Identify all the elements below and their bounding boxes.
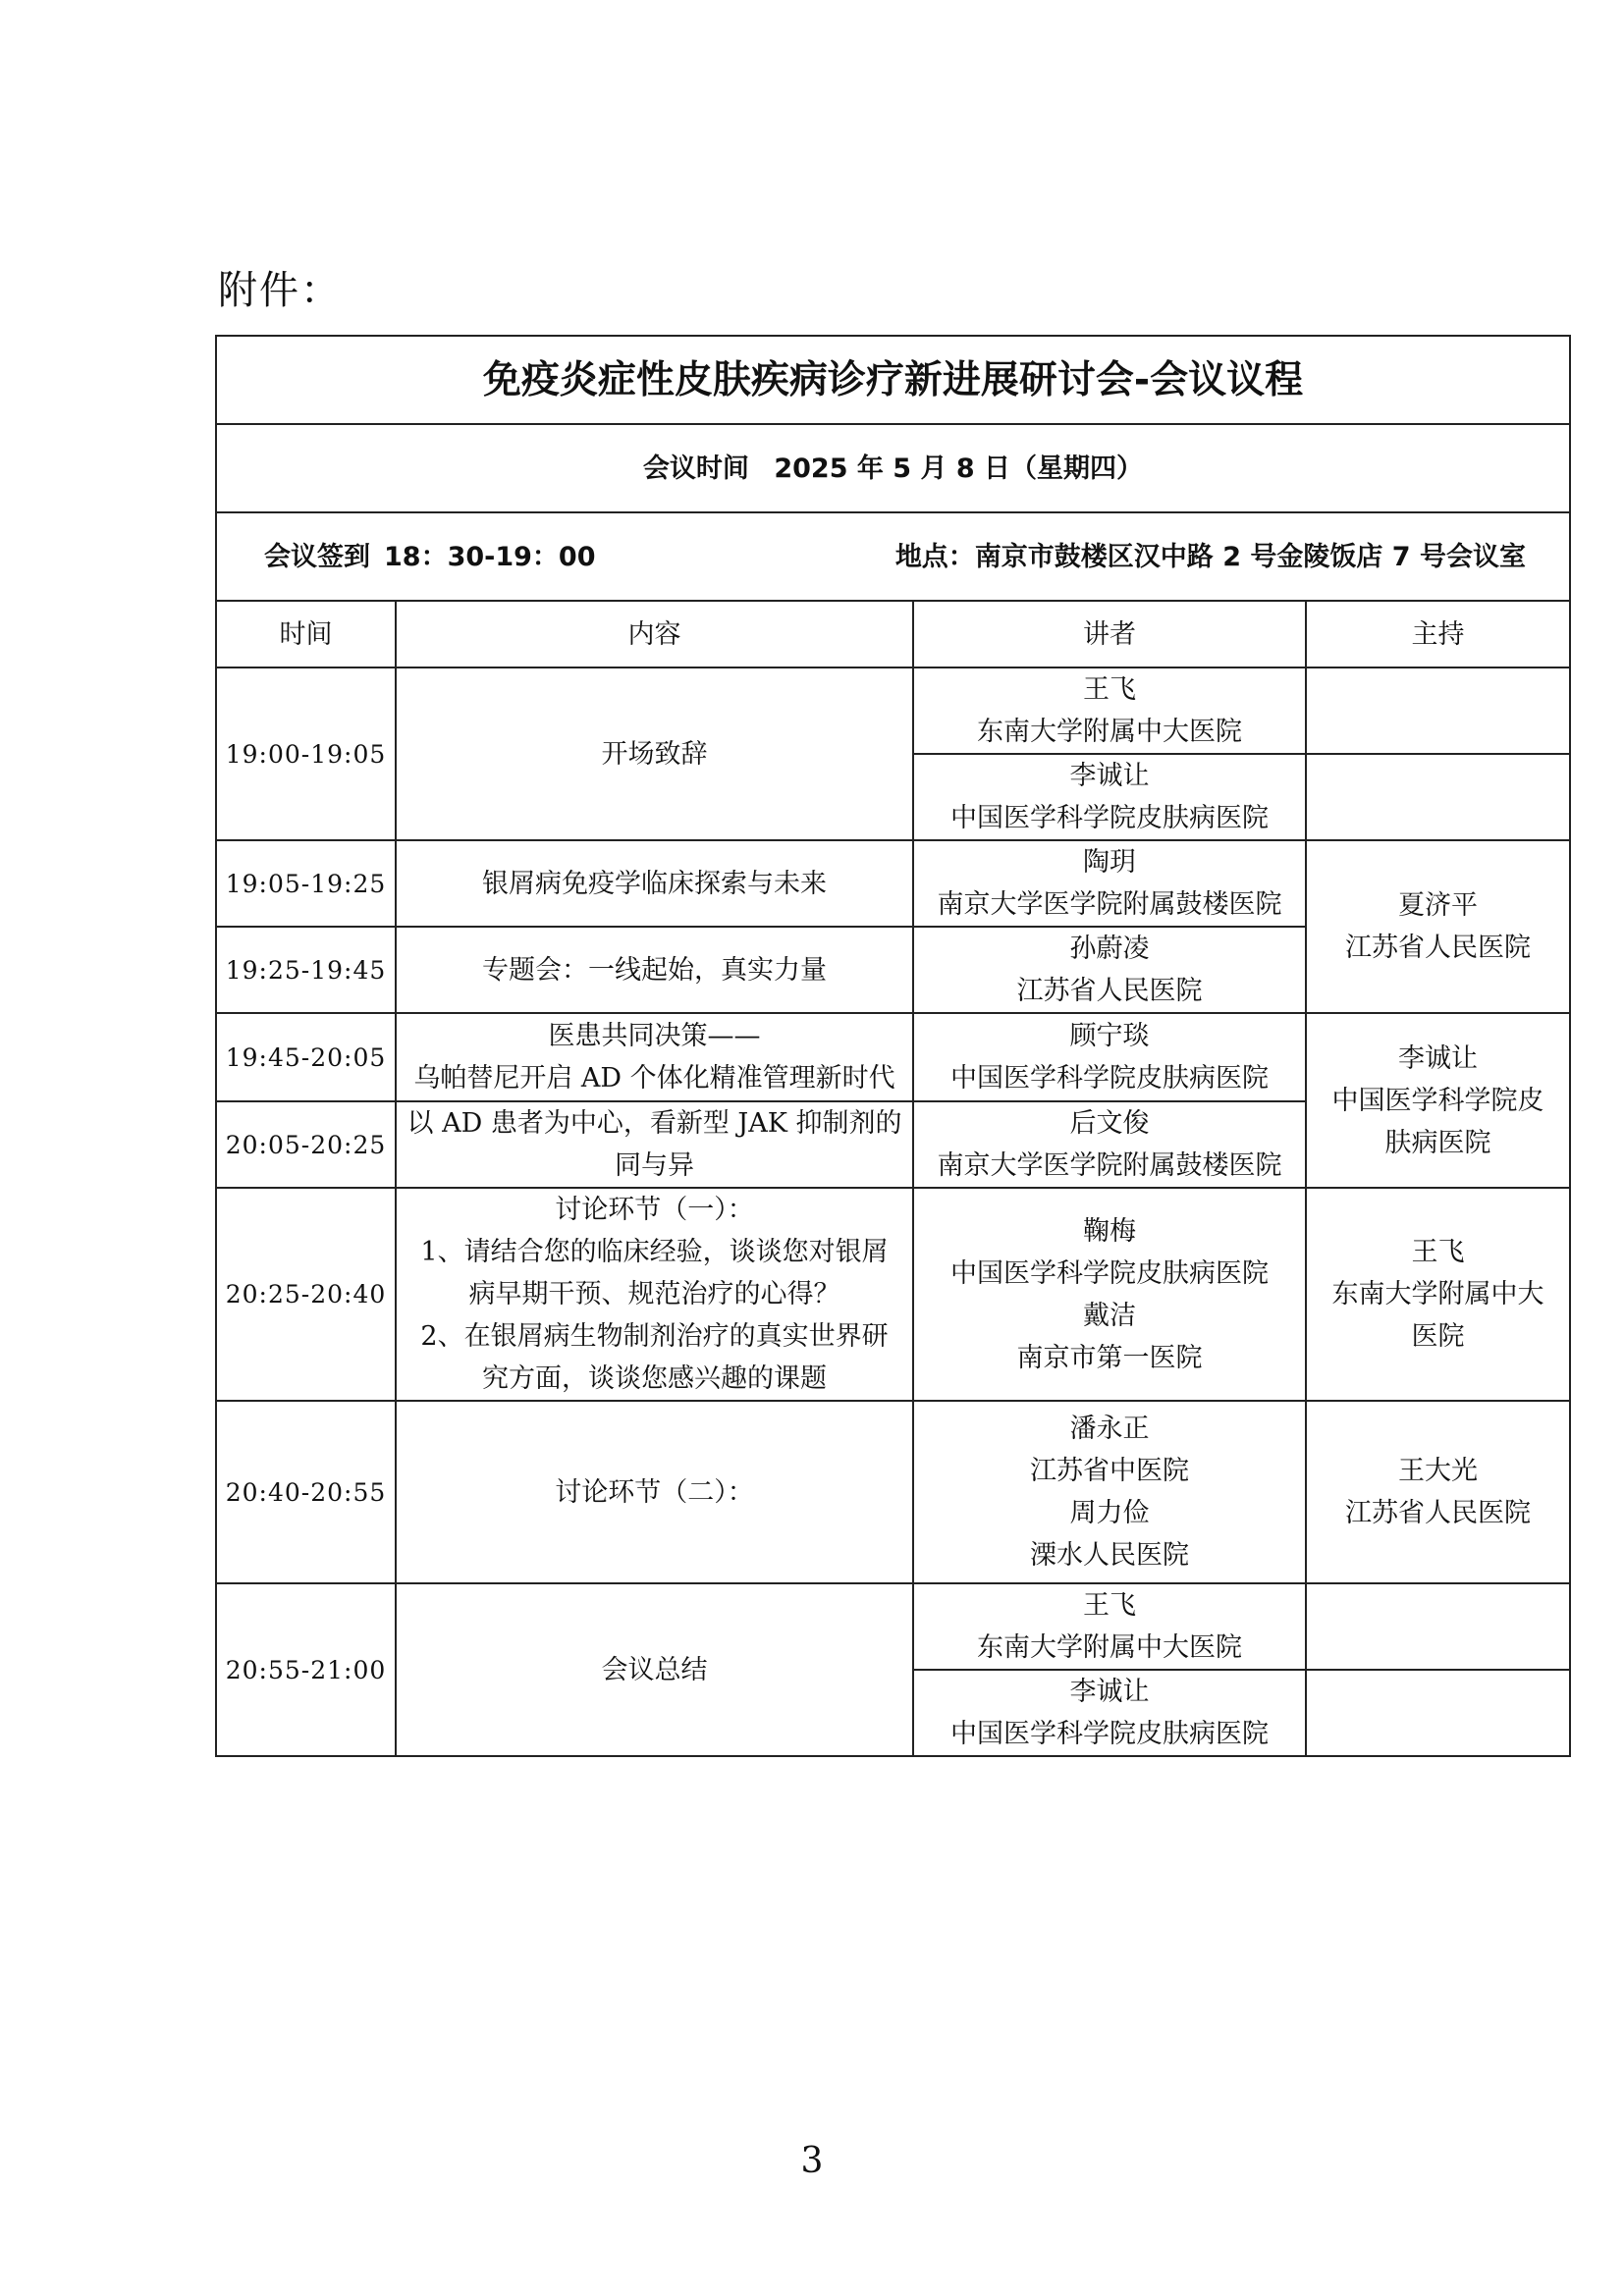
host-org: 医院 — [1411, 1321, 1465, 1352]
speaker-org: 溧水人民医院 — [1030, 1540, 1189, 1571]
host-name: 王飞 — [1411, 1237, 1465, 1267]
meeting-time-value: 2025 年 5 月 8 日（星期四） — [774, 453, 1144, 484]
row-time: 19:25-19:45 — [216, 927, 396, 1013]
content-line: 究方面，谈谈您感兴趣的课题 — [482, 1363, 827, 1394]
content-line: 1、请结合您的临床经验，谈谈您对银屑 — [420, 1237, 889, 1267]
header-speaker: 讲者 — [913, 601, 1306, 667]
row-time: 19:45-20:05 — [216, 1013, 396, 1101]
speaker-org: 东南大学附属中大医院 — [977, 1632, 1242, 1663]
meeting-time-label: 会议时间 — [642, 453, 749, 484]
speaker-name: 周力俭 — [1069, 1498, 1150, 1528]
speaker-name: 后文俊 — [1069, 1108, 1150, 1139]
row-speaker — [913, 1188, 1306, 1401]
row-host-empty — [1306, 1583, 1570, 1670]
row-speaker — [913, 1101, 1306, 1188]
table-row — [216, 667, 1570, 754]
row-host — [1306, 1401, 1570, 1583]
table-row — [216, 840, 1570, 927]
speaker-org: 中国医学科学院皮肤病医院 — [950, 1257, 1269, 1289]
host-name: 李诚让 — [1398, 1042, 1478, 1074]
host-org: 肤病医院 — [1384, 1127, 1491, 1158]
row-time: 20:55-21:00 — [216, 1583, 396, 1756]
host-org: 江苏省人民医院 — [1345, 933, 1531, 963]
speaker-org: 南京市第一医院 — [1016, 1342, 1203, 1373]
content-line: 病早期干预、规范治疗的心得？ — [468, 1279, 840, 1309]
row-speaker — [913, 667, 1306, 754]
header-host: 主持 — [1306, 601, 1570, 667]
row-content — [396, 1013, 913, 1101]
speaker-name: 孙蔚凌 — [1069, 934, 1150, 964]
speaker-org: 南京大学医学院附属鼓楼医院 — [937, 1150, 1282, 1181]
host-org: 东南大学附属中大 — [1331, 1279, 1544, 1309]
row-time: 20:05-20:25 — [216, 1101, 396, 1188]
speaker-name: 王飞 — [1083, 1590, 1136, 1621]
row-time: 20:40-20:55 — [216, 1401, 396, 1583]
signin-location-row — [216, 512, 1570, 601]
row-speaker — [913, 1013, 1306, 1101]
speaker-org: 中国医学科学院皮肤病医院 — [950, 1063, 1269, 1094]
row-content: 专题会：一线起始，真实力量 — [396, 927, 913, 1013]
sign-in-value: 18：30-19：00 — [384, 541, 596, 572]
header-time: 时间 — [216, 601, 396, 667]
speaker-org: 江苏省中医院 — [1030, 1456, 1189, 1486]
row-speaker — [913, 1670, 1306, 1756]
agenda-table — [215, 335, 1571, 1757]
location-value: 南京市鼓楼区汉中路 2 号金陵饭店 7 号会议室 — [974, 541, 1526, 572]
row-speaker — [913, 840, 1306, 927]
row-host-empty — [1306, 754, 1570, 840]
content-line: 讨论环节（一）： — [555, 1195, 754, 1225]
row-host — [1306, 1188, 1570, 1401]
row-speaker — [913, 754, 1306, 840]
row-content: 开场致辞 — [396, 667, 913, 840]
row-time: 20:25-20:40 — [216, 1188, 396, 1401]
content-line: 2、在银屑病生物制剂治疗的真实世界研 — [420, 1321, 889, 1352]
speaker-org: 中国医学科学院皮肤病医院 — [950, 803, 1269, 833]
row-speaker — [913, 1401, 1306, 1583]
host-org: 江苏省人民医院 — [1345, 1498, 1531, 1528]
speaker-name: 潘永正 — [1069, 1414, 1150, 1444]
speaker-org: 中国医学科学院皮肤病医院 — [950, 1719, 1269, 1749]
agenda-title: 免疫炎症性皮肤疾病诊疗新进展研讨会-会议议程 — [216, 336, 1570, 424]
speaker-name: 李诚让 — [1069, 761, 1150, 791]
row-speaker — [913, 927, 1306, 1013]
row-time: 19:05-19:25 — [216, 840, 396, 927]
speaker-name: 鞠梅 — [1083, 1215, 1136, 1247]
table-header — [216, 601, 1570, 667]
speaker-org: 东南大学附属中大医院 — [977, 717, 1242, 747]
header-content: 内容 — [396, 601, 913, 667]
page-number: 3 — [800, 2141, 824, 2181]
meeting-date — [216, 424, 1570, 512]
row-content — [396, 1101, 913, 1188]
table-row — [216, 1188, 1570, 1401]
sign-in-label: 会议签到 — [264, 541, 370, 572]
row-content: 会议总结 — [396, 1583, 913, 1756]
row-content — [396, 1188, 913, 1401]
content-line: 乌帕替尼开启 AD 个体化精准管理新时代 — [413, 1063, 895, 1094]
table-row — [216, 1401, 1570, 1583]
sign-in — [264, 536, 610, 578]
row-speaker — [913, 1583, 1306, 1670]
speaker-name: 李诚让 — [1069, 1677, 1150, 1707]
table-row — [216, 1013, 1570, 1101]
speaker-org: 江苏省人民医院 — [1016, 976, 1203, 1006]
host-org: 中国医学科学院皮 — [1331, 1085, 1544, 1116]
speaker-name: 陶玥 — [1083, 847, 1136, 878]
row-host — [1306, 1013, 1570, 1188]
location-label: 地点： — [894, 541, 975, 572]
speaker-name: 顾宁琰 — [1069, 1021, 1150, 1051]
row-time: 19:00-19:05 — [216, 667, 396, 840]
content-line: 以 AD 患者为中心，看新型 JAK 抑制剂的 — [406, 1108, 902, 1139]
speaker-org: 南京大学医学院附属鼓楼医院 — [937, 889, 1282, 920]
speaker-name: 戴洁 — [1083, 1300, 1136, 1331]
row-host — [1306, 840, 1570, 1013]
row-host-empty — [1306, 1670, 1570, 1756]
host-name: 夏济平 — [1398, 890, 1478, 921]
location — [895, 536, 1526, 578]
speaker-name: 王飞 — [1083, 674, 1136, 705]
host-name: 王大光 — [1398, 1456, 1478, 1486]
attachment-label: 附件： — [218, 268, 342, 313]
row-content: 银屑病免疫学临床探索与未来 — [396, 840, 913, 927]
row-host-empty — [1306, 667, 1570, 754]
content-line: 医患共同决策—— — [548, 1021, 761, 1051]
row-content: 讨论环节（二）： — [396, 1401, 913, 1583]
content-line: 同与异 — [615, 1150, 694, 1181]
table-row — [216, 1583, 1570, 1670]
